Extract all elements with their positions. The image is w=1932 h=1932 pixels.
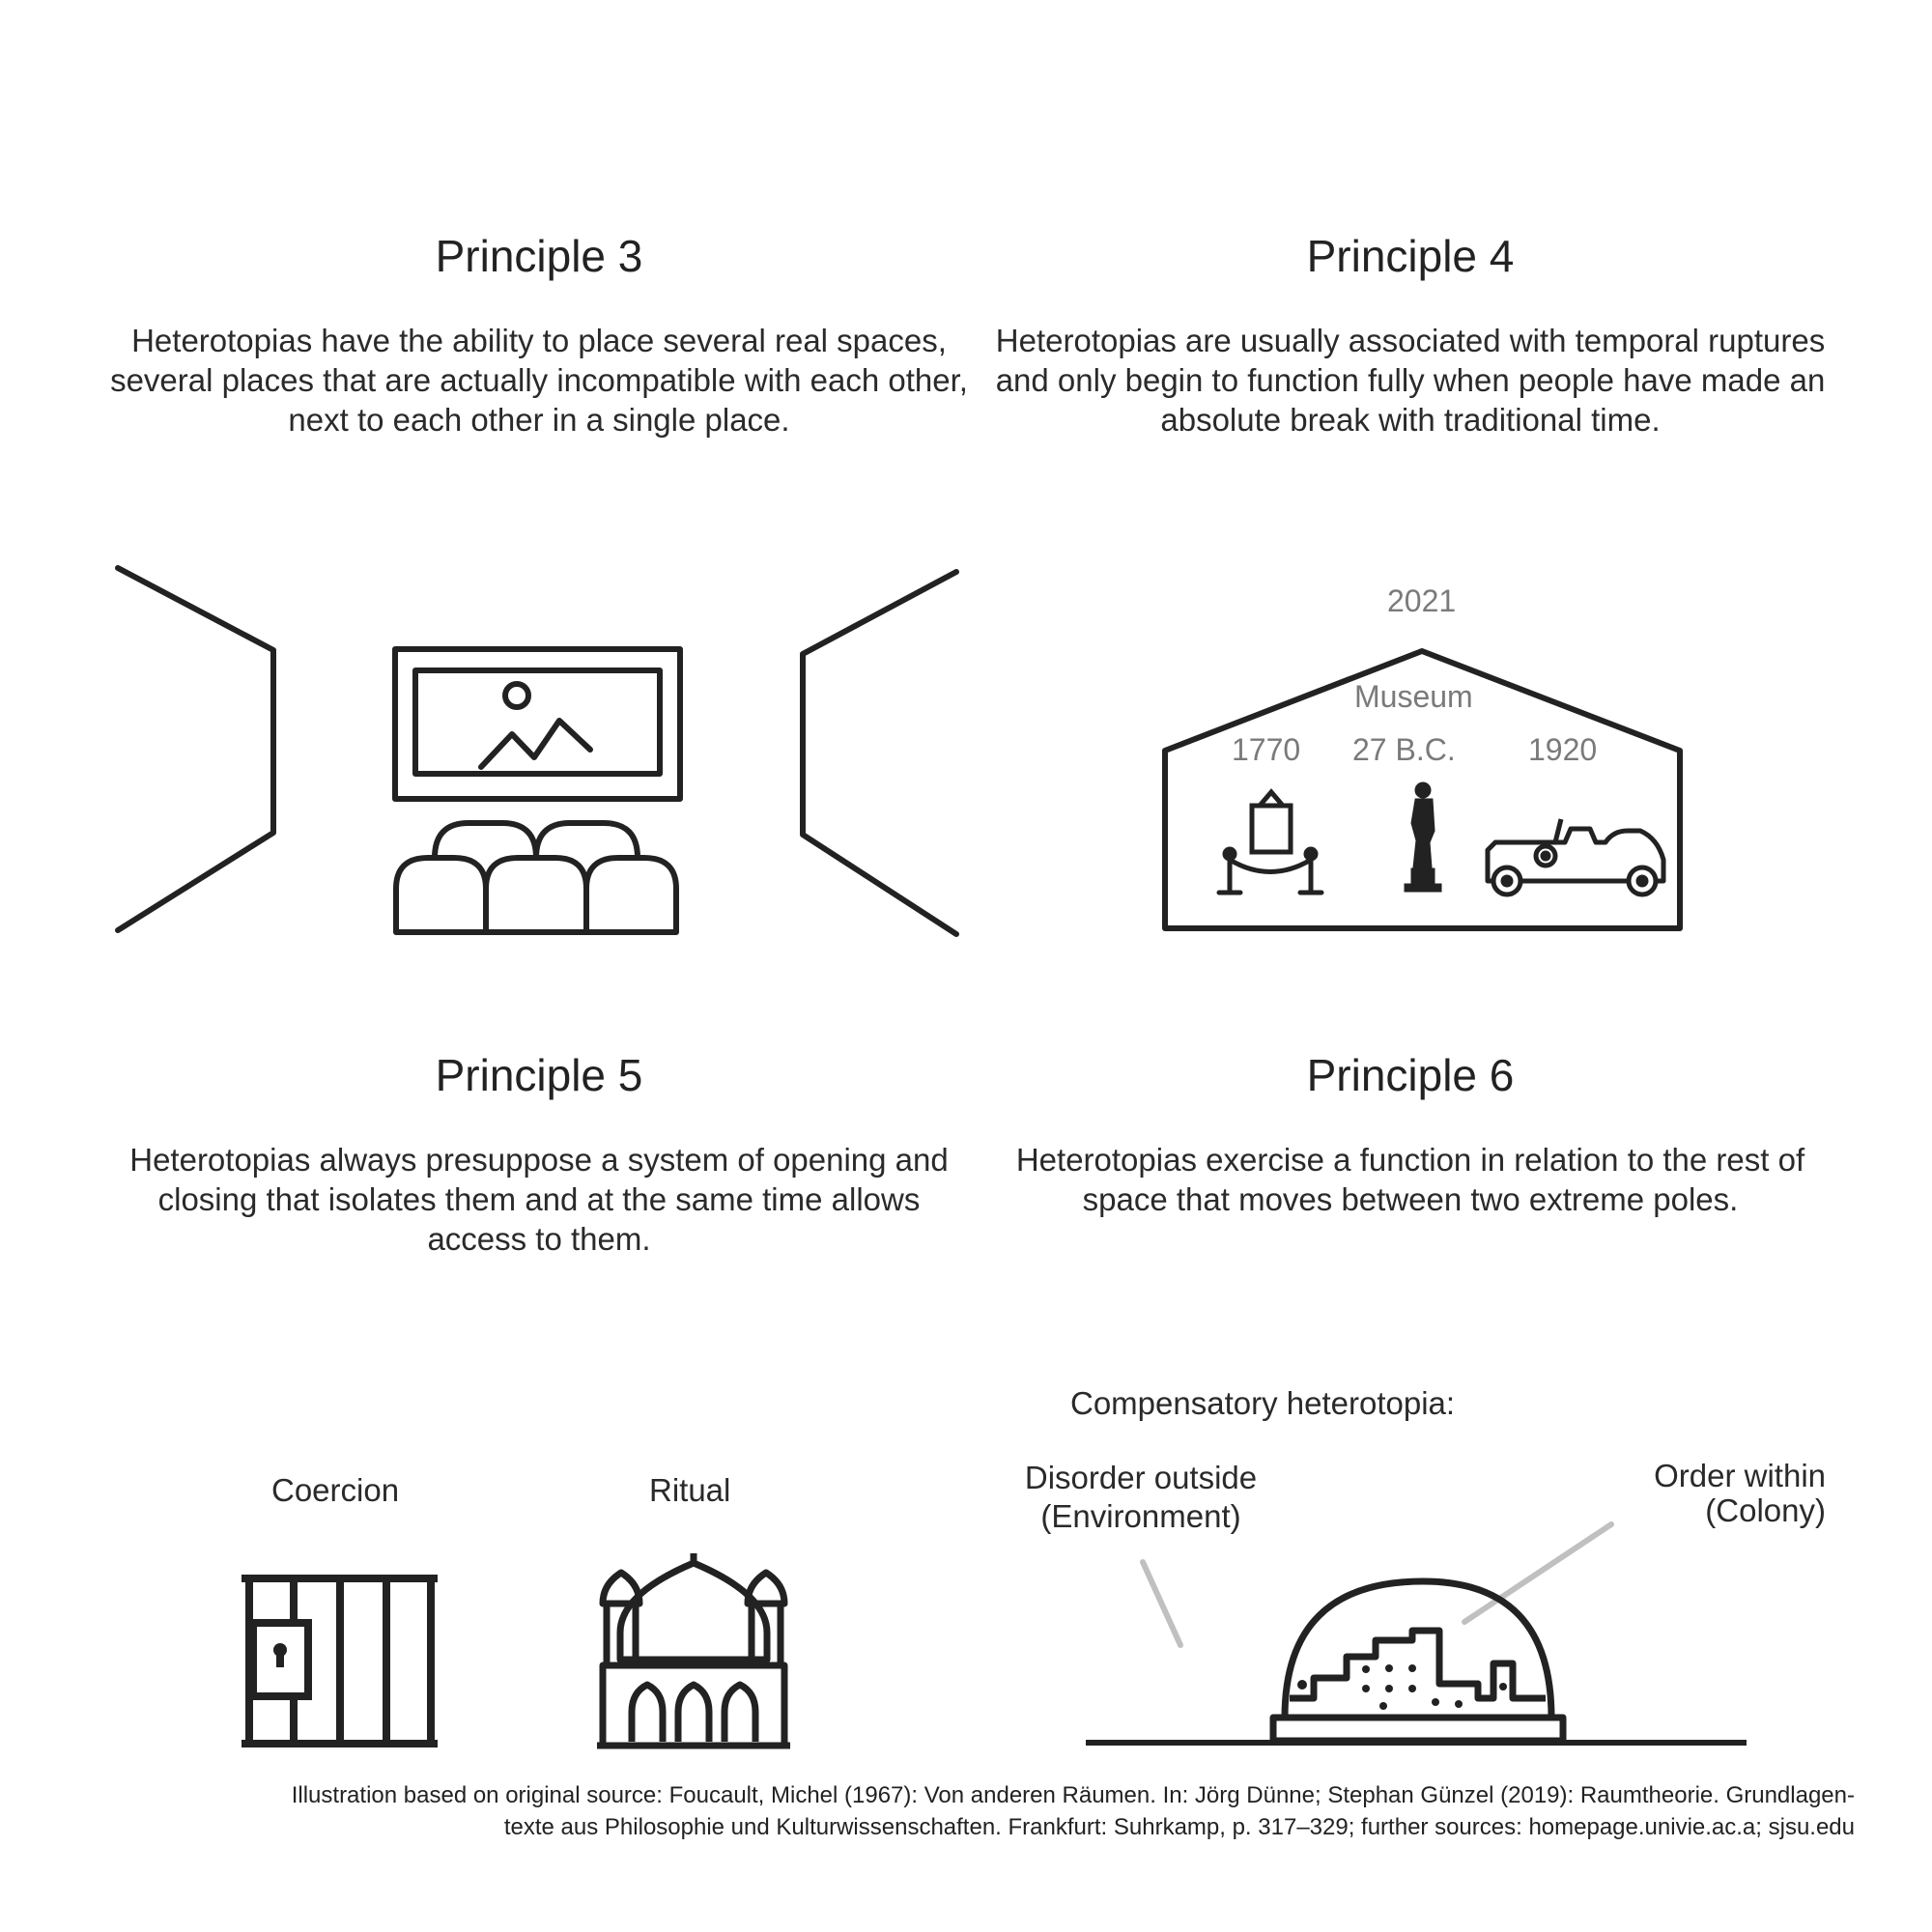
principle-6-title: Principle 6 (1306, 1050, 1515, 1100)
principle-6-text: Heterotopias exercise a function in relation to the rest of space that moves between two extreme poles. (1015, 1142, 1805, 1217)
principle-5-text: Heterotopias always presuppose a system of opening and closing that isolates them and at the same time allows access to them. (129, 1142, 949, 1257)
compensatory-heading: Compensatory heterotopia: (1070, 1385, 1456, 1421)
disorder-outside-line2: (Environment) (1040, 1498, 1241, 1534)
principle-3-title: Principle 3 (435, 231, 643, 281)
museum-year-1920: 1920 (1528, 732, 1598, 767)
order-within-line1: Order within (1654, 1458, 1826, 1493)
museum-year-27bc: 27 B.C. (1352, 732, 1456, 767)
coercion-label: Coercion (271, 1472, 400, 1508)
principle-3-text: Heterotopias have the ability to place several real spaces, several places that are actually incompatible with each other, next to each other in a single place. (110, 323, 968, 438)
source-citation-line1: Illustration based on original source: Foucault, Michel (1967): Von anderen Räumen. In: Jörg Dünne; Stephan Günzel (2019): Raumtheorie. Grundlagen- (291, 1782, 1855, 1808)
museum-year-1770: 1770 (1232, 732, 1301, 767)
dome-base (1273, 1718, 1563, 1741)
city-icon (1290, 1631, 1546, 1698)
order-within-line2: (Colony) (1705, 1492, 1826, 1528)
disorder-outside-line1: Disorder outside (1024, 1460, 1258, 1495)
principle-4-title: Principle 4 (1306, 231, 1515, 281)
source-citation-line2: texte aus Philosophie und Kulturwissenschaften. Frankfurt: Suhrkamp, p. 317–329; further sources: homepage.univie.ac.a; sjsu.edu (503, 1814, 1855, 1840)
principle-5-title: Principle 5 (435, 1050, 643, 1100)
museum-label: Museum (1354, 679, 1473, 714)
principle-4-text: Heterotopias are usually associated with temporal ruptures and only begin to function fully when people have made an absolute break with traditional time. (995, 323, 1826, 438)
museum-year-2021: 2021 (1387, 583, 1457, 618)
source-citation (97, 1779, 1855, 1843)
ritual-label: Ritual (649, 1472, 731, 1508)
